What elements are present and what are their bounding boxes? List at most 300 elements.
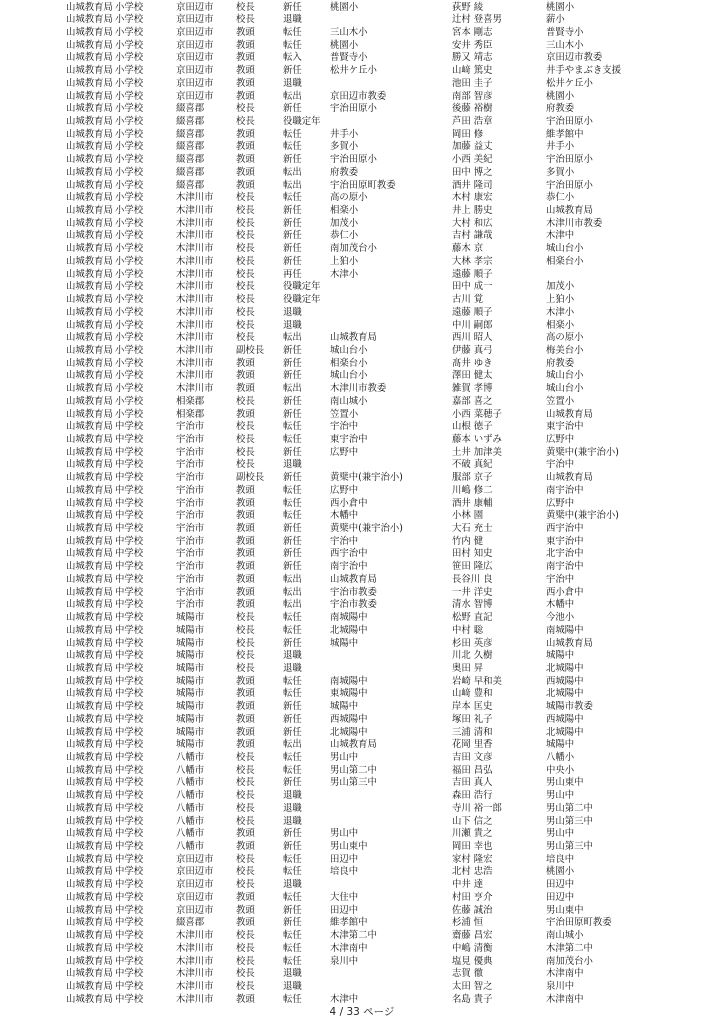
cell-region: 宇治市 [176, 523, 205, 535]
cell-action: 新任 [283, 561, 302, 573]
list-row [0, 472, 724, 485]
list-row [0, 180, 724, 193]
cell-office: 山城教育局 [66, 217, 113, 229]
cell-school: 黄檗中(兼宇治小) [330, 472, 403, 484]
cell-from: 高の原小 [546, 332, 584, 344]
cell-region: 城陽市 [176, 675, 205, 687]
list-row [0, 358, 724, 371]
cell-school: 上狛小 [330, 255, 359, 267]
cell-position: 校長 [236, 955, 255, 967]
cell-school: 井手小 [330, 128, 359, 140]
cell-name: 加藤 益丈 [452, 141, 493, 153]
cell-office: 山城教育局 [66, 917, 113, 929]
cell-level: 中学校 [115, 624, 144, 636]
cell-from: 男山第二中 [546, 802, 593, 814]
cell-from: 宇治中 [546, 459, 575, 471]
cell-region: 木津川市 [176, 217, 214, 229]
cell-school: 男山第二中 [330, 764, 377, 776]
cell-office: 山城教育局 [66, 573, 113, 585]
cell-action: 転任 [283, 624, 302, 636]
list-row [0, 230, 724, 243]
cell-from: 西宇治中 [546, 523, 584, 535]
cell-school: 山城教育局 [330, 332, 377, 344]
list-row [0, 27, 724, 40]
cell-office: 山城教育局 [66, 166, 113, 178]
cell-name: 松野 直記 [452, 612, 493, 624]
cell-level: 中学校 [115, 675, 144, 687]
cell-action: 転任 [283, 128, 302, 140]
list-row [0, 714, 724, 727]
cell-name: 中川 嗣郎 [452, 319, 493, 331]
cell-position: 教頭 [236, 383, 255, 395]
list-row [0, 866, 724, 879]
cell-from: 男山第三中 [546, 841, 593, 853]
cell-level: 中学校 [115, 433, 144, 445]
cell-level: 小学校 [115, 255, 144, 267]
cell-name: 中村 聡 [452, 624, 484, 636]
cell-name: 吉村 謙哉 [452, 230, 493, 242]
cell-school: 城陽中 [330, 701, 359, 713]
cell-from: 梅美台小 [546, 344, 584, 356]
list-row [0, 816, 724, 829]
cell-name: 古川 覚 [452, 294, 484, 306]
cell-level: 小学校 [115, 395, 144, 407]
cell-position: 教頭 [236, 179, 255, 191]
cell-office: 山城教育局 [66, 472, 113, 484]
cell-position: 校長 [236, 115, 255, 127]
cell-position: 校長 [236, 942, 255, 954]
cell-office: 山城教育局 [66, 268, 113, 280]
cell-action: 退職 [283, 650, 302, 662]
cell-region: 木津川市 [176, 942, 214, 954]
cell-name: 西川 昭人 [452, 332, 493, 344]
cell-school: 加茂小 [330, 217, 359, 229]
cell-office: 山城教育局 [66, 14, 113, 26]
cell-level: 中学校 [115, 968, 144, 980]
cell-from: 山城教育局 [546, 637, 593, 649]
list-row [0, 841, 724, 854]
cell-from: 城陽市教委 [546, 701, 593, 713]
cell-level: 中学校 [115, 523, 144, 535]
cell-region: 木津川市 [176, 344, 214, 356]
cell-office: 山城教育局 [66, 777, 113, 789]
cell-position: 校長 [236, 650, 255, 662]
cell-action: 新任 [283, 154, 302, 166]
cell-from: 普賢寺小 [546, 26, 584, 38]
cell-name: 福田 昌弘 [452, 764, 493, 776]
cell-region: 宇治市 [176, 497, 205, 509]
cell-position: 副校長 [236, 472, 265, 484]
cell-office: 山城教育局 [66, 739, 113, 751]
cell-office: 山城教育局 [66, 115, 113, 127]
cell-office: 山城教育局 [66, 357, 113, 369]
cell-action: 転任 [283, 612, 302, 624]
cell-from: 木津川市教委 [546, 217, 603, 229]
cell-level: 小学校 [115, 154, 144, 166]
cell-from: 木津小 [546, 306, 575, 318]
cell-office: 山城教育局 [66, 408, 113, 420]
list-row [0, 269, 724, 282]
cell-action: 転任 [283, 675, 302, 687]
cell-office: 山城教育局 [66, 853, 113, 865]
cell-region: 木津川市 [176, 192, 214, 204]
cell-region: 城陽市 [176, 688, 205, 700]
cell-action: 退職 [283, 662, 302, 674]
cell-region: 城陽市 [176, 713, 205, 725]
list-row [0, 129, 724, 142]
cell-position: 校長 [236, 790, 255, 802]
list-row [0, 688, 724, 701]
cell-name: 杉浦 恒 [452, 917, 484, 929]
cell-name: 川瀬 貴之 [452, 828, 493, 840]
list-row [0, 281, 724, 294]
cell-office: 山城教育局 [66, 841, 113, 853]
cell-school: 山城教育局 [330, 739, 377, 751]
cell-region: 綴喜郡 [176, 128, 205, 140]
cell-level: 中学校 [115, 866, 144, 878]
cell-from: 黄檗中(兼宇治小) [546, 510, 619, 522]
cell-school: 西城陽中 [330, 713, 368, 725]
cell-level: 中学校 [115, 421, 144, 433]
cell-position: 教頭 [236, 65, 255, 77]
cell-region: 八幡市 [176, 751, 205, 763]
cell-action: 転出 [283, 90, 302, 102]
cell-from: 相楽小 [546, 319, 575, 331]
cell-school: 西宇治中 [330, 548, 368, 560]
cell-action: 役職定年 [283, 281, 321, 293]
cell-region: 八幡市 [176, 815, 205, 827]
cell-school: 黄檗中(兼宇治小) [330, 523, 403, 535]
cell-action: 新任 [283, 103, 302, 115]
cell-from: 今池小 [546, 612, 575, 624]
cell-name: 太田 智之 [452, 980, 493, 992]
cell-office: 山城教育局 [66, 879, 113, 891]
cell-office: 山城教育局 [66, 535, 113, 547]
page-number: 4 / 33 ページ [329, 1006, 395, 1018]
cell-region: 京田辺市 [176, 65, 214, 77]
cell-school: 南城陽中 [330, 612, 368, 624]
cell-school: 広野中 [330, 484, 359, 496]
cell-level: 中学校 [115, 942, 144, 954]
cell-name: 山﨑 篤史 [452, 65, 493, 77]
cell-region: 綴喜郡 [176, 166, 205, 178]
cell-region: 八幡市 [176, 790, 205, 802]
cell-action: 退職 [283, 968, 302, 980]
cell-office: 山城教育局 [66, 688, 113, 700]
list-row [0, 612, 724, 625]
list-row [0, 536, 724, 549]
cell-action: 転任 [283, 192, 302, 204]
cell-name: 山﨑 豊和 [452, 688, 493, 700]
cell-region: 城陽市 [176, 701, 205, 713]
cell-action: 退職 [283, 306, 302, 318]
cell-action: 再任 [283, 268, 302, 280]
cell-region: 宇治市 [176, 573, 205, 585]
cell-level: 小学校 [115, 408, 144, 420]
cell-school: 宇治中 [330, 421, 359, 433]
cell-region: 城陽市 [176, 650, 205, 662]
cell-position: 教頭 [236, 357, 255, 369]
cell-office: 山城教育局 [66, 751, 113, 763]
cell-action: 転任 [283, 421, 302, 433]
cell-action: 転出 [283, 573, 302, 585]
cell-action: 新任 [283, 904, 302, 916]
cell-position: 教頭 [236, 828, 255, 840]
cell-name: 酒井 康輔 [452, 497, 493, 509]
cell-from: 三山木小 [546, 39, 584, 51]
cell-office: 山城教育局 [66, 459, 113, 471]
cell-name: 土井 加津美 [452, 446, 502, 458]
list-row [0, 91, 724, 104]
list-row [0, 409, 724, 422]
cell-position: 校長 [236, 306, 255, 318]
list-row [0, 777, 724, 790]
cell-name: 北村 忠浩 [452, 866, 493, 878]
cell-region: 宇治市 [176, 421, 205, 433]
cell-from: 西城陽中 [546, 713, 584, 725]
cell-level: 中学校 [115, 815, 144, 827]
cell-level: 中学校 [115, 662, 144, 674]
cell-office: 山城教育局 [66, 637, 113, 649]
cell-name: 後藤 裕樹 [452, 103, 493, 115]
cell-action: 役職定年 [283, 294, 321, 306]
cell-office: 山城教育局 [66, 395, 113, 407]
cell-name: 服部 京子 [452, 472, 493, 484]
cell-from: 城山台小 [546, 243, 584, 255]
cell-office: 山城教育局 [66, 764, 113, 776]
cell-action: 新任 [283, 243, 302, 255]
cell-region: 宇治市 [176, 535, 205, 547]
cell-from: 府教委 [546, 103, 575, 115]
list-row [0, 574, 724, 587]
cell-level: 小学校 [115, 230, 144, 242]
cell-name: 田中 博之 [452, 166, 493, 178]
cell-name: 佐藤 誠治 [452, 904, 493, 916]
cell-action: 転出 [283, 599, 302, 611]
cell-level: 中学校 [115, 599, 144, 611]
list-row [0, 243, 724, 256]
cell-level: 中学校 [115, 853, 144, 865]
cell-from: 南宇治中 [546, 484, 584, 496]
cell-position: 校長 [236, 446, 255, 458]
cell-name: 小西 菜穂子 [452, 408, 502, 420]
cell-position: 副校長 [236, 344, 265, 356]
cell-name: 奥田 昇 [452, 662, 484, 674]
cell-level: 中学校 [115, 828, 144, 840]
cell-office: 山城教育局 [66, 955, 113, 967]
cell-office: 山城教育局 [66, 866, 113, 878]
cell-office: 山城教育局 [66, 662, 113, 674]
list-row [0, 599, 724, 612]
cell-name: 村田 亨介 [452, 891, 493, 903]
cell-from: 北城陽中 [546, 688, 584, 700]
cell-school: 普賢寺小 [330, 52, 368, 64]
cell-from: 宇治田原町教委 [546, 917, 612, 929]
cell-position: 校長 [236, 192, 255, 204]
cell-region: 宇治市 [176, 561, 205, 573]
cell-name: 辻村 登喜男 [452, 14, 502, 26]
cell-level: 小学校 [115, 306, 144, 318]
cell-region: 宇治市 [176, 599, 205, 611]
list-row [0, 205, 724, 218]
cell-level: 小学校 [115, 103, 144, 115]
cell-school: 西小倉中 [330, 497, 368, 509]
cell-office: 山城教育局 [66, 128, 113, 140]
list-row [0, 192, 724, 205]
cell-level: 小学校 [115, 217, 144, 229]
cell-level: 中学校 [115, 573, 144, 585]
cell-position: 教頭 [236, 141, 255, 153]
cell-level: 中学校 [115, 955, 144, 967]
cell-school: 多賀小 [330, 141, 359, 153]
cell-region: 綴喜郡 [176, 141, 205, 153]
cell-office: 山城教育局 [66, 446, 113, 458]
cell-name: 荻野 綾 [452, 1, 484, 13]
cell-level: 中学校 [115, 739, 144, 751]
cell-region: 宇治市 [176, 586, 205, 598]
cell-from: 南山城小 [546, 930, 584, 942]
cell-region: 相楽郡 [176, 408, 205, 420]
cell-action: 転任 [283, 510, 302, 522]
list-row [0, 625, 724, 638]
cell-action: 転任 [283, 955, 302, 967]
cell-from: 泉川中 [546, 980, 575, 992]
cell-level: 小学校 [115, 319, 144, 331]
cell-level: 中学校 [115, 751, 144, 763]
cell-position: 校長 [236, 624, 255, 636]
cell-action: 転任 [283, 751, 302, 763]
cell-position: 校長 [236, 217, 255, 229]
list-row [0, 383, 724, 396]
list-row [0, 701, 724, 714]
cell-name: 小西 美紀 [452, 154, 493, 166]
cell-level: 中学校 [115, 510, 144, 522]
cell-from: 中央小 [546, 764, 575, 776]
list-row [0, 510, 724, 523]
cell-action: 転任 [283, 26, 302, 38]
cell-name: 井上 勝史 [452, 205, 493, 217]
cell-region: 京田辺市 [176, 39, 214, 51]
cell-level: 中学校 [115, 980, 144, 992]
cell-school: 男山第三中 [330, 777, 377, 789]
cell-level: 小学校 [115, 243, 144, 255]
cell-level: 中学校 [115, 713, 144, 725]
cell-region: 綴喜郡 [176, 179, 205, 191]
cell-school: 東宇治中 [330, 433, 368, 445]
cell-position: 教頭 [236, 841, 255, 853]
cell-office: 山城教育局 [66, 790, 113, 802]
cell-level: 中学校 [115, 993, 144, 1005]
list-row [0, 930, 724, 943]
cell-region: 京田辺市 [176, 77, 214, 89]
cell-school: 男山中 [330, 751, 359, 763]
cell-from: 井手やまぶき支援 [546, 65, 622, 77]
cell-position: 校長 [236, 637, 255, 649]
cell-region: 八幡市 [176, 828, 205, 840]
cell-office: 山城教育局 [66, 192, 113, 204]
cell-from: 北城陽中 [546, 726, 584, 738]
list-row [0, 548, 724, 561]
cell-school: 培良中 [330, 866, 359, 878]
cell-region: 木津川市 [176, 968, 214, 980]
cell-region: 八幡市 [176, 777, 205, 789]
cell-name: 岸本 匡史 [452, 701, 493, 713]
cell-region: 京田辺市 [176, 26, 214, 38]
cell-from: 北城陽中 [546, 662, 584, 674]
list-row [0, 752, 724, 765]
cell-action: 転出 [283, 332, 302, 344]
cell-name: 塩見 優典 [452, 955, 493, 967]
cell-office: 山城教育局 [66, 332, 113, 344]
cell-office: 山城教育局 [66, 510, 113, 522]
cell-name: 山根 徳子 [452, 421, 493, 433]
list-row [0, 307, 724, 320]
cell-from: 薪小 [546, 14, 565, 26]
cell-level: 中学校 [115, 535, 144, 547]
list-row [0, 663, 724, 676]
cell-level: 中学校 [115, 484, 144, 496]
cell-level: 小学校 [115, 26, 144, 38]
cell-position: 教頭 [236, 688, 255, 700]
cell-region: 京田辺市 [176, 904, 214, 916]
cell-region: 八幡市 [176, 841, 205, 853]
cell-office: 山城教育局 [66, 650, 113, 662]
cell-name: 岡田 幸也 [452, 841, 493, 853]
cell-office: 山城教育局 [66, 548, 113, 560]
cell-region: 木津川市 [176, 993, 214, 1005]
cell-name: 中嶋 清衡 [452, 942, 493, 954]
cell-action: 転任 [283, 141, 302, 153]
cell-from: 桃園小 [546, 90, 575, 102]
cell-region: 京田辺市 [176, 1, 214, 13]
cell-name: 髙井 ゆき [452, 357, 493, 369]
cell-position: 校長 [236, 777, 255, 789]
cell-region: 八幡市 [176, 764, 205, 776]
cell-from: 男山中 [546, 828, 575, 840]
list-row [0, 434, 724, 447]
list-row [0, 892, 724, 905]
cell-position: 校長 [236, 319, 255, 331]
cell-name: 川北 久樹 [452, 650, 493, 662]
cell-action: 転任 [283, 993, 302, 1005]
list-row [0, 2, 724, 15]
cell-position: 校長 [236, 332, 255, 344]
cell-region: 宇治市 [176, 459, 205, 471]
cell-name: 雑賀 孝博 [452, 383, 493, 395]
cell-region: 木津川市 [176, 370, 214, 382]
cell-region: 京田辺市 [176, 866, 214, 878]
cell-name: 山下 信之 [452, 815, 493, 827]
cell-school: 宇治田原小 [330, 154, 377, 166]
cell-office: 山城教育局 [66, 141, 113, 153]
cell-name: 田中 成一 [452, 281, 493, 293]
cell-position: 校長 [236, 930, 255, 942]
cell-name: 大村 和広 [452, 217, 493, 229]
cell-action: 転出 [283, 383, 302, 395]
cell-level: 小学校 [115, 179, 144, 191]
list-row [0, 943, 724, 956]
cell-from: 松井ケ丘小 [546, 77, 593, 89]
cell-name: 清水 智博 [452, 599, 493, 611]
cell-name: 宮本 剛志 [452, 26, 493, 38]
cell-action: 新任 [283, 344, 302, 356]
cell-position: 校長 [236, 968, 255, 980]
cell-school: 大住中 [330, 891, 359, 903]
cell-from: 宇治田原小 [546, 154, 593, 166]
cell-action: 転出 [283, 586, 302, 598]
cell-name: 一井 洋史 [452, 586, 493, 598]
cell-office: 山城教育局 [66, 624, 113, 636]
